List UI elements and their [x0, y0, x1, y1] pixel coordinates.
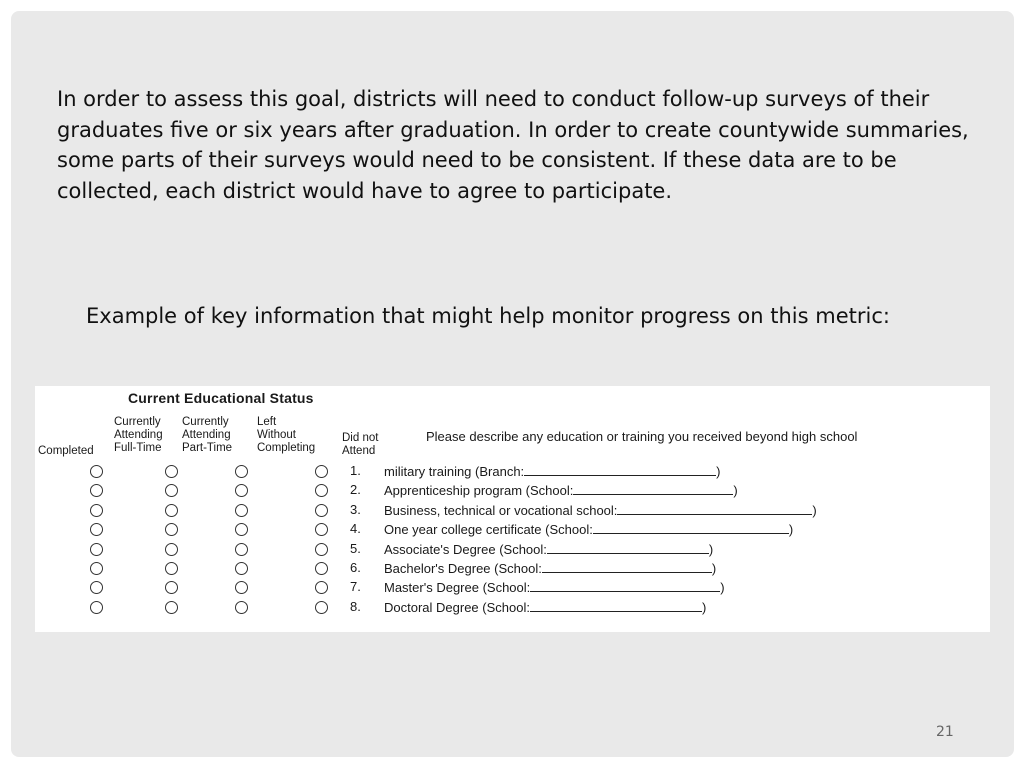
- column-header-line: Attending: [182, 429, 231, 441]
- radio-button[interactable]: [235, 581, 248, 594]
- option-row: [35, 482, 990, 501]
- fill-in-blank[interactable]: [573, 482, 733, 495]
- example-caption: Example of key information that might help monitor progress on this metric:: [86, 304, 890, 328]
- fill-in-blank[interactable]: [524, 463, 716, 476]
- radio-button[interactable]: [315, 562, 328, 575]
- fill-in-blank[interactable]: [593, 521, 789, 534]
- fill-in-blank[interactable]: [542, 560, 712, 573]
- column-header-line: Left: [257, 416, 277, 428]
- radio-button[interactable]: [235, 543, 248, 556]
- option-row: [35, 521, 990, 540]
- column-header-line: Full-Time: [114, 442, 162, 454]
- radio-button[interactable]: [165, 465, 178, 478]
- column-header-line: Completing: [257, 442, 316, 454]
- radio-button[interactable]: [165, 581, 178, 594]
- option-row: [35, 599, 990, 618]
- radio-button[interactable]: [165, 523, 178, 536]
- option-row: [35, 560, 990, 579]
- option-text: Business, technical or vocational school:: [384, 502, 618, 518]
- option-label: [384, 560, 716, 576]
- option-close-paren: ): [788, 522, 794, 538]
- radio-button[interactable]: [235, 484, 248, 497]
- column-header-line: Attend: [342, 445, 376, 457]
- radio-button[interactable]: [235, 562, 248, 575]
- radio-button[interactable]: [315, 504, 328, 517]
- fill-in-blank[interactable]: [617, 502, 812, 515]
- column-header-line: Currently: [114, 416, 161, 428]
- column-header-line: Attending: [114, 429, 163, 441]
- survey-form-image: [35, 386, 990, 632]
- option-close-paren: ): [701, 599, 707, 615]
- fill-in-blank[interactable]: [547, 541, 709, 554]
- form-title: Current Educational Status: [128, 390, 314, 406]
- radio-button[interactable]: [315, 465, 328, 478]
- column-header-completed: [38, 445, 94, 458]
- option-text: Master's Degree (School:: [384, 580, 531, 596]
- option-label: [384, 579, 725, 595]
- radio-button[interactable]: [235, 465, 248, 478]
- option-row: [35, 463, 990, 482]
- radio-button[interactable]: [315, 581, 328, 594]
- radio-button[interactable]: [165, 484, 178, 497]
- option-label: [384, 482, 738, 498]
- option-label: [384, 502, 817, 518]
- column-header-left-without-completing: [257, 416, 315, 455]
- option-close-paren: ): [733, 483, 738, 499]
- option-close-paren: ): [708, 541, 714, 557]
- column-header-line: Completed: [38, 445, 94, 457]
- option-number: 1.: [350, 463, 361, 478]
- radio-button[interactable]: [90, 562, 103, 575]
- radio-button[interactable]: [315, 601, 328, 614]
- option-close-paren: ): [711, 561, 717, 576]
- page-number: 21: [936, 724, 954, 740]
- option-text: Apprenticeship program (School:: [384, 483, 574, 499]
- column-header-did-not-attend: [342, 432, 378, 458]
- column-header-line: Part-Time: [182, 442, 233, 454]
- option-close-paren: ): [716, 464, 721, 479]
- radio-button[interactable]: [315, 543, 328, 556]
- option-row: [35, 579, 990, 598]
- radio-button[interactable]: [165, 504, 178, 517]
- option-label: [384, 541, 713, 557]
- fill-in-blank[interactable]: [530, 579, 720, 592]
- option-text: Doctoral Degree (School:: [384, 599, 530, 615]
- radio-button[interactable]: [90, 465, 103, 478]
- intro-paragraph: In order to assess this goal, districts will need to conduct follow-up surveys of their graduates five or six years after graduation. In order to create countywide summaries, some parts of their surveys would need to be consistent. If these data are to be collected, each district would have to agree to participate.: [57, 87, 969, 203]
- option-number: 8.: [350, 598, 361, 614]
- option-number: 7.: [350, 579, 361, 595]
- column-header-line: Did not: [342, 432, 379, 444]
- radio-button[interactable]: [235, 504, 248, 517]
- radio-button[interactable]: [235, 601, 248, 614]
- radio-button[interactable]: [165, 562, 178, 575]
- option-text: Associate's Degree (School:: [384, 541, 547, 557]
- radio-button[interactable]: [90, 484, 103, 497]
- radio-button[interactable]: [90, 523, 103, 536]
- radio-button[interactable]: [315, 484, 328, 497]
- radio-button[interactable]: [165, 543, 178, 556]
- option-text: military training (Branch:: [384, 464, 525, 479]
- option-number: 5.: [350, 540, 361, 556]
- option-text: One year college certificate (School:: [384, 522, 593, 538]
- option-number: 6.: [350, 560, 361, 575]
- radio-button[interactable]: [90, 543, 103, 556]
- radio-button[interactable]: [165, 601, 178, 614]
- column-header-part-time: [182, 416, 232, 455]
- radio-button[interactable]: [90, 601, 103, 614]
- radio-button[interactable]: [90, 581, 103, 594]
- option-label: [384, 521, 793, 537]
- column-header-line: Currently: [182, 416, 229, 428]
- column-header-line: Without: [257, 429, 296, 441]
- option-number: 2.: [350, 482, 361, 498]
- option-close-paren: ): [812, 502, 817, 518]
- description-header: Please describe any education or training you received beyond high school: [426, 429, 858, 444]
- radio-button[interactable]: [315, 523, 328, 536]
- radio-button[interactable]: [90, 504, 103, 517]
- option-number: 3.: [350, 501, 361, 517]
- option-row: [35, 502, 990, 521]
- radio-button[interactable]: [235, 523, 248, 536]
- fill-in-blank[interactable]: [530, 599, 702, 612]
- option-label: [384, 599, 706, 615]
- option-label: [384, 463, 721, 479]
- option-text: Bachelor's Degree (School:: [384, 561, 542, 576]
- option-close-paren: ): [720, 580, 725, 596]
- column-header-full-time: [114, 416, 163, 455]
- option-number: 4.: [350, 521, 361, 537]
- option-row: [35, 541, 990, 560]
